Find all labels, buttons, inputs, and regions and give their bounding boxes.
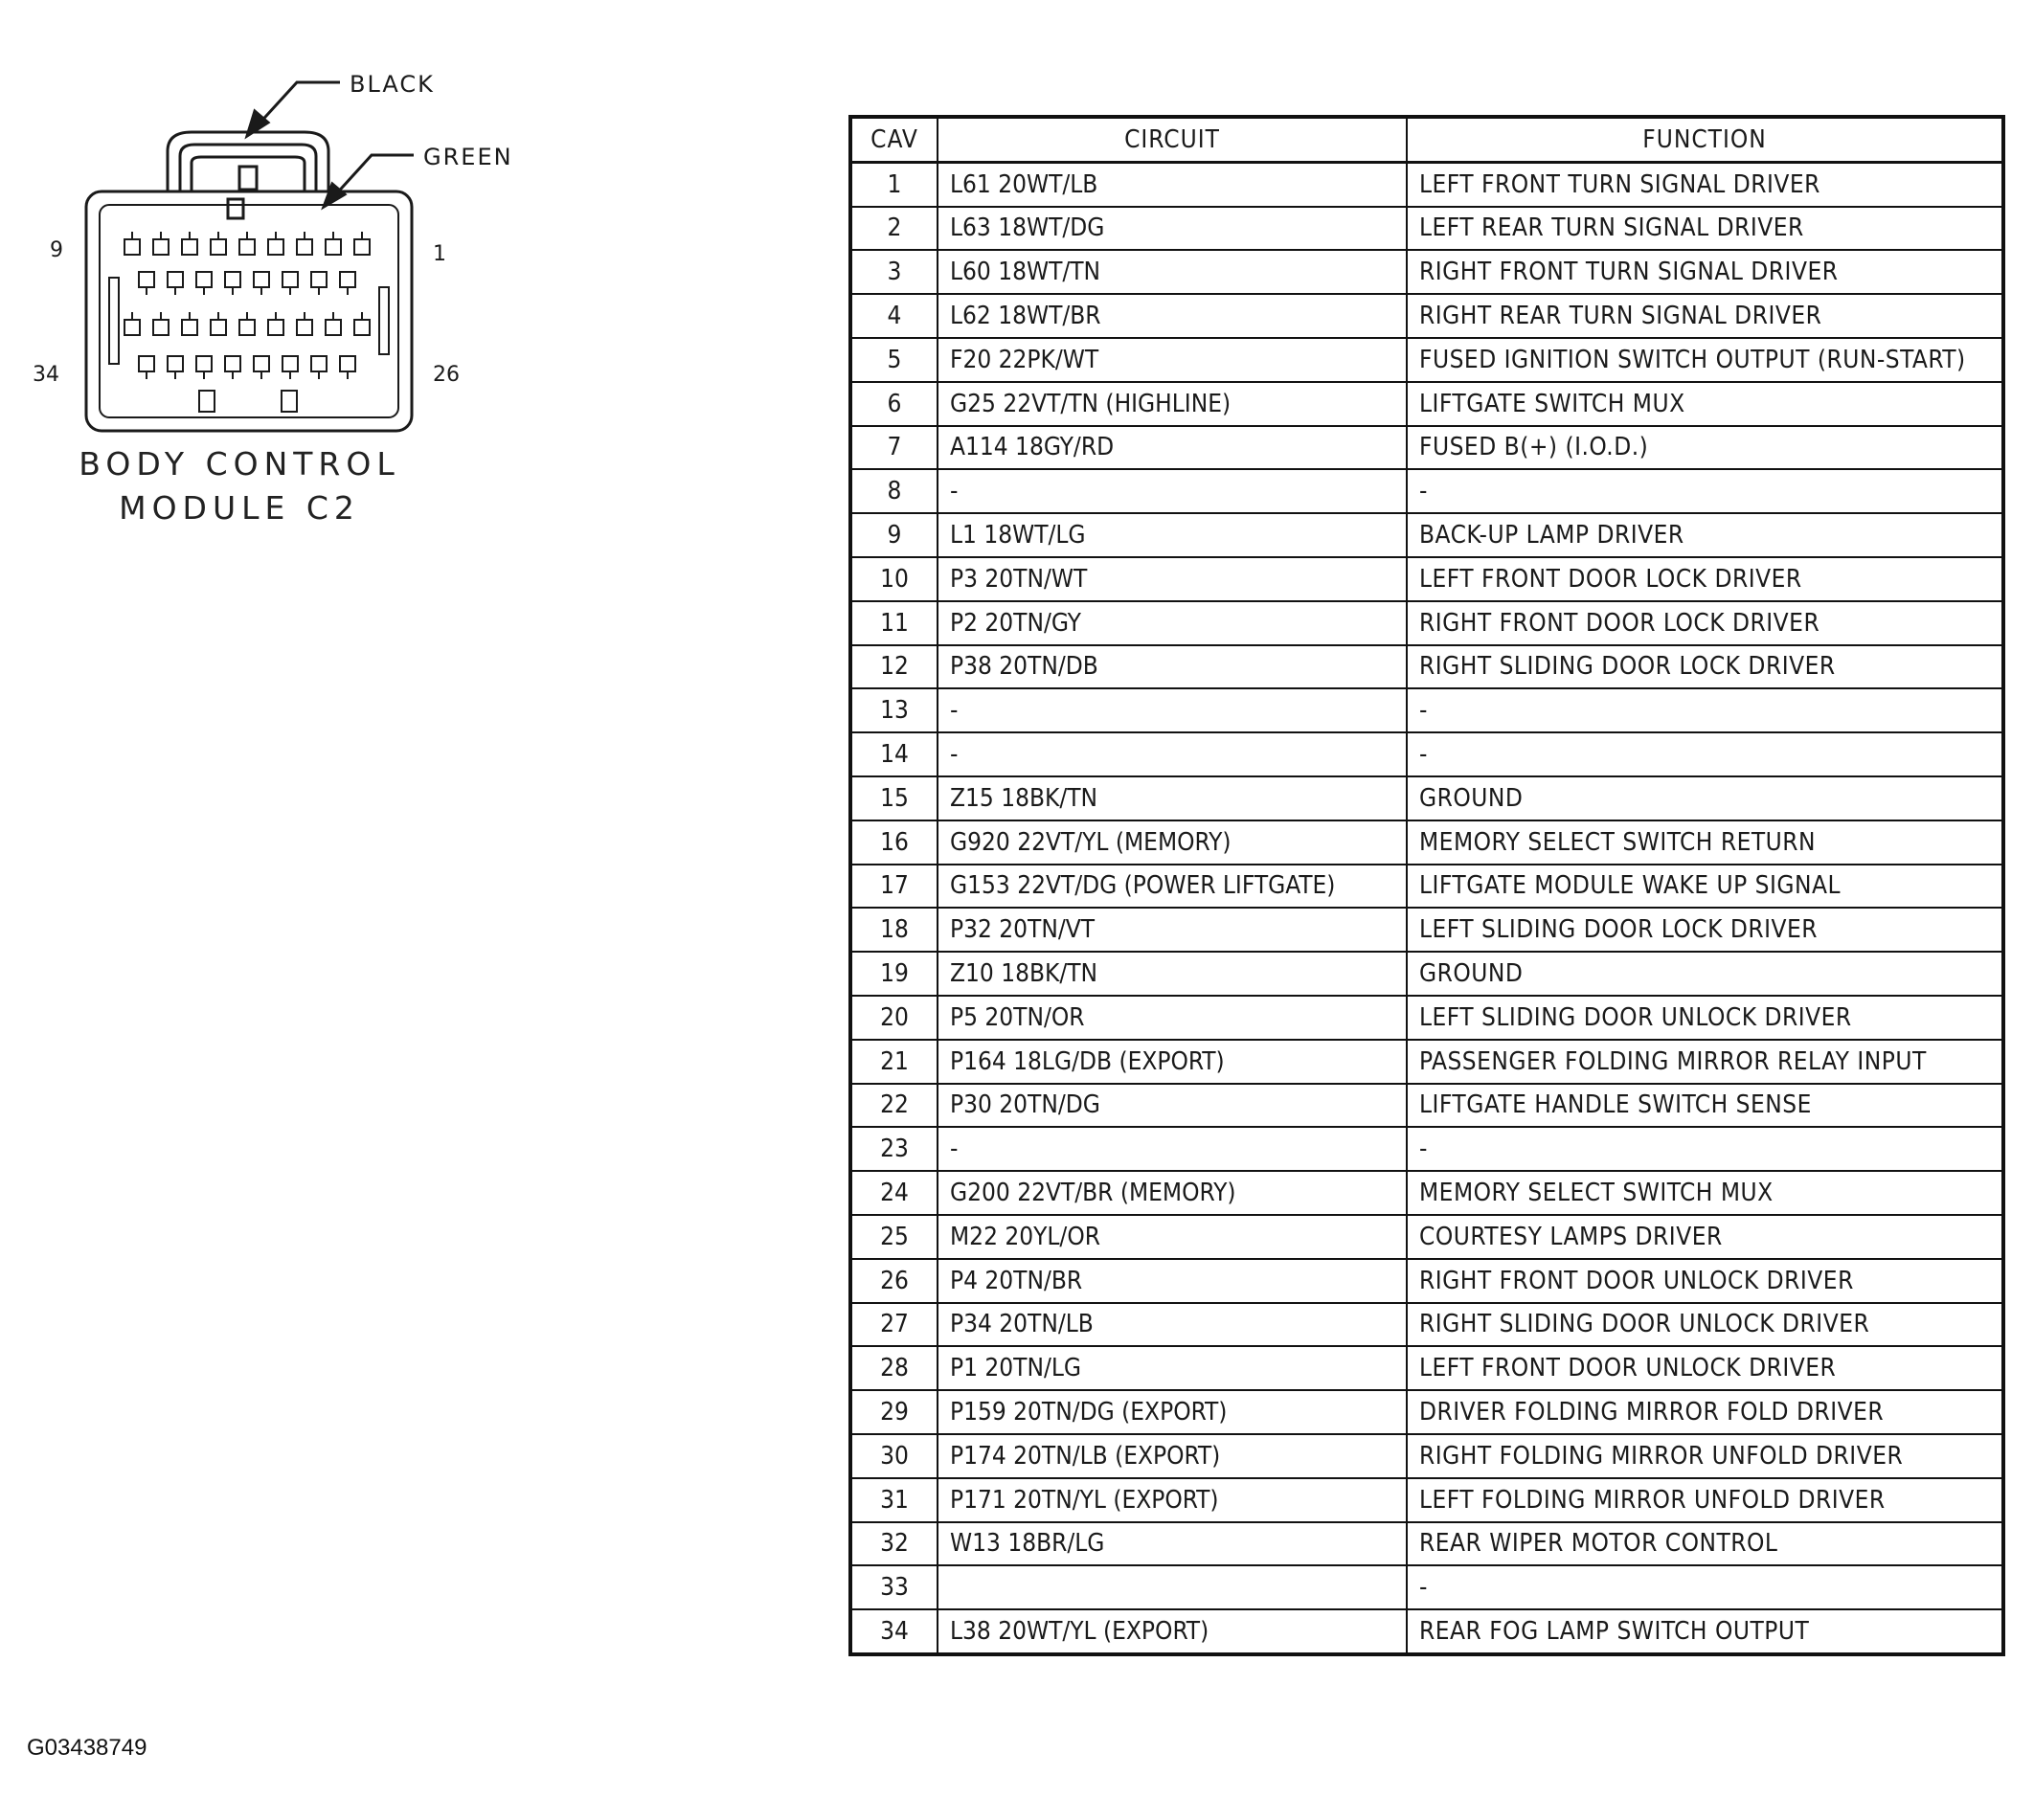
cell-cav: 5 [850, 338, 938, 382]
cell-cav: 4 [850, 294, 938, 338]
wire-label-black: BLACK [350, 71, 435, 98]
cell-circuit: G25 22VT/TN (HIGHLINE) [938, 382, 1407, 426]
terminal-cavity [297, 312, 312, 335]
cell-circuit: P38 20TN/DB [938, 645, 1407, 689]
cell-circuit: A114 18GY/RD [938, 426, 1407, 470]
terminal-cavity [254, 272, 269, 295]
table-row [850, 1171, 2003, 1215]
terminal-cavity [225, 272, 240, 295]
table-row [850, 382, 2003, 426]
cell-circuit: F20 22PK/WT [938, 338, 1407, 382]
table-row [850, 1434, 2003, 1478]
figure-id: G03438749 [27, 1735, 147, 1761]
cell-circuit: Z15 18BK/TN [938, 776, 1407, 820]
cell-function: RIGHT FRONT TURN SIGNAL DRIVER [1407, 250, 2003, 294]
cell-circuit: - [938, 688, 1407, 732]
cell-cav: 11 [850, 601, 938, 645]
terminal-cavity [168, 356, 183, 379]
table-row [850, 294, 2003, 338]
table-row [850, 688, 2003, 732]
cell-function: LEFT FRONT TURN SIGNAL DRIVER [1407, 162, 2003, 206]
cell-circuit [938, 1565, 1407, 1609]
connector-title [57, 442, 421, 530]
cell-function: MEMORY SELECT SWITCH MUX [1407, 1171, 2003, 1215]
cell-cav: 10 [850, 557, 938, 601]
cell-function: RIGHT FOLDING MIRROR UNFOLD DRIVER [1407, 1434, 2003, 1478]
table-row [850, 1215, 2003, 1259]
cell-circuit: - [938, 469, 1407, 513]
cell-function: LEFT REAR TURN SIGNAL DRIVER [1407, 207, 2003, 251]
cell-function: - [1407, 1565, 2003, 1609]
terminal-cavity [211, 312, 226, 335]
connector-title-line1: BODY CONTROL [79, 445, 400, 483]
cell-cav: 18 [850, 908, 938, 952]
table-row [850, 645, 2003, 689]
cell-cav: 3 [850, 250, 938, 294]
terminal-cavity [282, 272, 298, 295]
connector-housing [86, 191, 412, 431]
table-row [850, 732, 2003, 776]
table-row [850, 776, 2003, 820]
cell-function: REAR WIPER MOTOR CONTROL [1407, 1522, 2003, 1566]
table-row [850, 1040, 2003, 1084]
cell-cav: 20 [850, 996, 938, 1040]
table-row [850, 338, 2003, 382]
terminal-cavity [196, 272, 212, 295]
cavity-number-26: 26 [433, 363, 460, 387]
header-cav: CAV [850, 117, 938, 162]
cell-circuit: P34 20TN/LB [938, 1303, 1407, 1347]
cell-function: GROUND [1407, 952, 2003, 996]
cell-circuit: L61 20WT/LB [938, 162, 1407, 206]
terminal-cavity [311, 356, 327, 379]
cell-circuit: Z10 18BK/TN [938, 952, 1407, 996]
table-row [850, 1478, 2003, 1522]
terminal-cavity [268, 232, 283, 255]
table-row [850, 207, 2003, 251]
table-row [850, 513, 2003, 557]
table-row [850, 469, 2003, 513]
cell-cav: 15 [850, 776, 938, 820]
terminal-cavity [297, 232, 312, 255]
cell-circuit: P1 20TN/LG [938, 1346, 1407, 1390]
cell-cav: 27 [850, 1303, 938, 1347]
table-row [850, 908, 2003, 952]
cell-function: COURTESY LAMPS DRIVER [1407, 1215, 2003, 1259]
terminal-cavity [326, 312, 341, 335]
table-header-row [850, 117, 2003, 162]
cell-cav: 22 [850, 1084, 938, 1128]
header-function: FUNCTION [1407, 117, 2003, 162]
cell-function: MEMORY SELECT SWITCH RETURN [1407, 820, 2003, 865]
cell-cav: 28 [850, 1346, 938, 1390]
cell-circuit: P32 20TN/VT [938, 908, 1407, 952]
cell-function: - [1407, 1127, 2003, 1171]
cell-function: - [1407, 688, 2003, 732]
terminal-cavity [239, 232, 255, 255]
cell-circuit: L1 18WT/LG [938, 513, 1407, 557]
terminal-cavity [139, 272, 154, 295]
cell-circuit: G200 22VT/BR (MEMORY) [938, 1171, 1407, 1215]
cell-circuit: W13 18BR/LG [938, 1522, 1407, 1566]
cell-function: LEFT FOLDING MIRROR UNFOLD DRIVER [1407, 1478, 2003, 1522]
terminal-cavity [225, 356, 240, 379]
terminal-cavity [153, 232, 169, 255]
connector-side-key [109, 278, 119, 364]
cell-cav: 12 [850, 645, 938, 689]
terminal-cavity [326, 232, 341, 255]
cell-cav: 8 [850, 469, 938, 513]
terminal-cavity [239, 312, 255, 335]
table-row [850, 1390, 2003, 1434]
cell-cav: 7 [850, 426, 938, 470]
cell-function: REAR FOG LAMP SWITCH OUTPUT [1407, 1609, 2003, 1654]
table-row [850, 1303, 2003, 1347]
cell-circuit: P2 20TN/GY [938, 601, 1407, 645]
terminal-cavity [268, 312, 283, 335]
cell-cav: 25 [850, 1215, 938, 1259]
cell-cav: 17 [850, 865, 938, 909]
table-row [850, 1565, 2003, 1609]
header-circuit: CIRCUIT [938, 117, 1407, 162]
cell-cav: 6 [850, 382, 938, 426]
cell-cav: 9 [850, 513, 938, 557]
terminal-cavity [124, 312, 140, 335]
cell-circuit: - [938, 732, 1407, 776]
table-row [850, 865, 2003, 909]
cell-circuit: P174 20TN/LB (EXPORT) [938, 1434, 1407, 1478]
table-row [850, 1609, 2003, 1654]
connector-terminals [124, 232, 370, 379]
cell-function: DRIVER FOLDING MIRROR FOLD DRIVER [1407, 1390, 2003, 1434]
terminal-cavity [168, 272, 183, 295]
cell-cav: 32 [850, 1522, 938, 1566]
cavity-number-9: 9 [50, 238, 63, 262]
cell-cav: 2 [850, 207, 938, 251]
cell-cav: 24 [850, 1171, 938, 1215]
terminal-cavity [182, 232, 197, 255]
table-row [850, 996, 2003, 1040]
cell-cav: 26 [850, 1259, 938, 1303]
cavity-number-34: 34 [33, 363, 59, 387]
terminal-cavity [211, 232, 226, 255]
cell-circuit: P4 20TN/BR [938, 1259, 1407, 1303]
pinout-table [848, 115, 2005, 1656]
terminal-cavity [340, 272, 355, 295]
table-row [850, 1259, 2003, 1303]
table-row [850, 1346, 2003, 1390]
cell-circuit: P3 20TN/WT [938, 557, 1407, 601]
terminal-cavity [282, 356, 298, 379]
cell-function: LEFT FRONT DOOR LOCK DRIVER [1407, 557, 2003, 601]
cell-cav: 30 [850, 1434, 938, 1478]
cell-function: RIGHT SLIDING DOOR LOCK DRIVER [1407, 645, 2003, 689]
connector-title-line2: MODULE C2 [119, 489, 360, 527]
cell-function: LEFT SLIDING DOOR LOCK DRIVER [1407, 908, 2003, 952]
cell-circuit: L38 20WT/YL (EXPORT) [938, 1609, 1407, 1654]
table-row [850, 162, 2003, 206]
cell-function: GROUND [1407, 776, 2003, 820]
cell-cav: 16 [850, 820, 938, 865]
cell-circuit: G920 22VT/YL (MEMORY) [938, 820, 1407, 865]
table-row [850, 952, 2003, 996]
cell-function: FUSED B(+) (I.O.D.) [1407, 426, 2003, 470]
cell-cav: 1 [850, 162, 938, 206]
terminal-cavity [354, 232, 370, 255]
cell-circuit: P159 20TN/DG (EXPORT) [938, 1390, 1407, 1434]
table-row [850, 820, 2003, 865]
cell-cav: 14 [850, 732, 938, 776]
terminal-cavity [254, 356, 269, 379]
table-row [850, 250, 2003, 294]
cell-function: LEFT SLIDING DOOR UNLOCK DRIVER [1407, 996, 2003, 1040]
cell-cav: 34 [850, 1609, 938, 1654]
wire-label-green: GREEN [423, 144, 513, 170]
table-row [850, 426, 2003, 470]
cell-cav: 23 [850, 1127, 938, 1171]
terminal-cavity [196, 356, 212, 379]
cavity-number-1: 1 [433, 242, 446, 266]
cell-cav: 19 [850, 952, 938, 996]
cell-circuit: P171 20TN/YL (EXPORT) [938, 1478, 1407, 1522]
cell-function: RIGHT FRONT DOOR UNLOCK DRIVER [1407, 1259, 2003, 1303]
cell-circuit: L60 18WT/TN [938, 250, 1407, 294]
table-row [850, 1127, 2003, 1171]
cell-circuit: M22 20YL/OR [938, 1215, 1407, 1259]
terminal-cavity [311, 272, 327, 295]
terminal-cavity [354, 312, 370, 335]
cell-function: PASSENGER FOLDING MIRROR RELAY INPUT [1407, 1040, 2003, 1084]
table-row [850, 557, 2003, 601]
cell-cav: 21 [850, 1040, 938, 1084]
cell-function: BACK-UP LAMP DRIVER [1407, 513, 2003, 557]
cell-circuit: P164 18LG/DB (EXPORT) [938, 1040, 1407, 1084]
table-row [850, 601, 2003, 645]
cell-function: FUSED IGNITION SWITCH OUTPUT (RUN-START) [1407, 338, 2003, 382]
terminal-cavity [124, 232, 140, 255]
cell-cav: 13 [850, 688, 938, 732]
cell-cav: 33 [850, 1565, 938, 1609]
cell-function: LIFTGATE HANDLE SWITCH SENSE [1407, 1084, 2003, 1128]
cell-circuit: - [938, 1127, 1407, 1171]
cell-cav: 29 [850, 1390, 938, 1434]
cell-function: LEFT FRONT DOOR UNLOCK DRIVER [1407, 1346, 2003, 1390]
cell-circuit: P5 20TN/OR [938, 996, 1407, 1040]
cell-circuit: G153 22VT/DG (POWER LIFTGATE) [938, 865, 1407, 909]
table-row [850, 1084, 2003, 1128]
terminal-cavity [153, 312, 169, 335]
cell-circuit: L63 18WT/DG [938, 207, 1407, 251]
cell-function: RIGHT SLIDING DOOR UNLOCK DRIVER [1407, 1303, 2003, 1347]
table-row [850, 1522, 2003, 1566]
terminal-cavity [182, 312, 197, 335]
cell-function: - [1407, 732, 2003, 776]
terminal-cavity [139, 356, 154, 379]
cell-circuit: P30 20TN/DG [938, 1084, 1407, 1128]
cell-function: LIFTGATE MODULE WAKE UP SIGNAL [1407, 865, 2003, 909]
cell-function: LIFTGATE SWITCH MUX [1407, 382, 2003, 426]
cell-function: RIGHT REAR TURN SIGNAL DRIVER [1407, 294, 2003, 338]
connector-side-key [379, 287, 389, 354]
cell-circuit: L62 18WT/BR [938, 294, 1407, 338]
cell-cav: 31 [850, 1478, 938, 1522]
cell-function: RIGHT FRONT DOOR LOCK DRIVER [1407, 601, 2003, 645]
cell-function: - [1407, 469, 2003, 513]
terminal-cavity [340, 356, 355, 379]
